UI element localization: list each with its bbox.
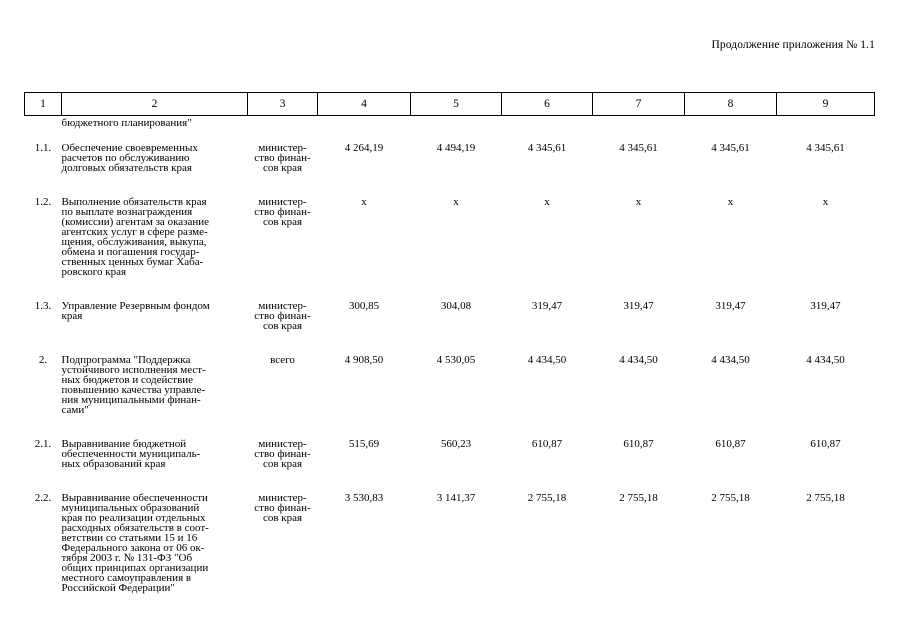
row-description <box>62 301 248 355</box>
value-col-9: 4 434,50 <box>806 354 845 366</box>
executor-line: министер- <box>258 196 307 208</box>
table-row <box>25 355 875 439</box>
row-description <box>62 143 248 197</box>
column-header-4: 4 <box>318 93 411 116</box>
executor-line: ство финан- <box>254 152 311 164</box>
column-header-8: 8 <box>685 93 777 116</box>
header-row <box>25 93 875 116</box>
description-line: агентских услуг в сфере разме- <box>61 226 208 238</box>
description-line: Обеспечение своевременных <box>61 142 198 154</box>
value-col-5: 560,23 <box>440 438 472 450</box>
table-row <box>25 493 875 617</box>
value-col-6: 4 345,61 <box>527 142 567 154</box>
executor-line: сов края <box>262 512 303 524</box>
continuation-text <box>62 116 248 144</box>
description-line: ных образований края <box>61 458 166 470</box>
column-header-5: 5 <box>411 93 502 116</box>
executor-line: ство финан- <box>254 310 311 322</box>
value-col-7: 610,87 <box>623 438 654 450</box>
value-col-6: 319,47 <box>531 300 563 312</box>
description-line: Выравнивание обеспеченности <box>61 492 208 504</box>
description-line: расчетов по обслуживанию <box>61 152 190 164</box>
description-line: обеспеченности муниципаль- <box>61 448 201 460</box>
description-line: Управление Резервным фондом <box>61 300 210 312</box>
value-col-4: x <box>361 196 367 208</box>
row-number: 2.1. <box>34 438 52 450</box>
description-line: повышению качества управле- <box>61 384 206 396</box>
description-line: ственных ценных бумаг Хаба- <box>61 256 204 268</box>
row-description <box>62 197 248 301</box>
table-row <box>25 143 875 197</box>
value-col-8: 4 345,61 <box>711 142 750 154</box>
description-line: Подпрограмма "Поддержка <box>61 354 191 366</box>
executor-line: сов края <box>262 216 303 228</box>
description-line: Федерального закона от 06 ок- <box>61 542 205 554</box>
executor-line: министер- <box>258 438 307 450</box>
executor-line: всего <box>270 354 295 366</box>
description-line: устойчивого исполнения мест- <box>61 364 206 376</box>
row-number: 1.3. <box>34 300 52 312</box>
value-col-4: 300,85 <box>348 300 380 312</box>
row-description <box>62 439 248 493</box>
value-col-5: 4 530,05 <box>436 354 476 366</box>
value-col-8: x <box>727 196 734 208</box>
value-col-9: 2 755,18 <box>806 492 845 504</box>
description-line: края <box>61 310 83 322</box>
row-number: 2.2. <box>34 492 52 504</box>
description-line: по выплате вознаграждения <box>61 206 193 218</box>
description-line: обмена и погашения государ- <box>61 246 200 258</box>
value-col-6: 610,87 <box>531 438 563 450</box>
column-header-9: 9 <box>777 93 875 116</box>
column-header-6: 6 <box>502 93 593 116</box>
value-col-8: 319,47 <box>715 300 746 312</box>
value-col-8: 610,87 <box>715 438 746 450</box>
value-col-8: 2 755,18 <box>711 492 750 504</box>
column-header-1: 1 <box>25 93 62 116</box>
row-number: 1.2. <box>34 196 52 208</box>
executor-line: министер- <box>258 142 307 154</box>
continuation-line: бюджетного планирования" <box>61 117 192 129</box>
value-col-7: 2 755,18 <box>619 492 658 504</box>
value-col-9: 610,87 <box>810 438 841 450</box>
description-line: Выравнивание бюджетной <box>61 438 187 450</box>
description-line: ных бюджетов и содействие <box>61 374 194 386</box>
row-number: 1.1. <box>34 142 52 154</box>
value-col-7: 4 345,61 <box>619 142 658 154</box>
description-line: Российской Федерации" <box>61 582 175 594</box>
description-line: тября 2003 г. № 131-ФЗ "Об <box>61 552 193 564</box>
column-header-2: 2 <box>62 93 248 116</box>
continuation-row <box>25 116 875 144</box>
value-col-9: 319,47 <box>810 300 841 312</box>
value-col-6: x <box>544 196 550 208</box>
executor-line: ство финан- <box>254 448 311 460</box>
executor-line: ство финан- <box>254 502 311 514</box>
row-executor <box>248 143 318 197</box>
column-header-3: 3 <box>248 93 318 116</box>
table-row <box>25 301 875 355</box>
description-line: ветствии со статьями 15 и 16 <box>61 532 198 544</box>
row-executor <box>248 439 318 493</box>
description-line: Выполнение обязательств края <box>61 196 207 208</box>
value-col-4: 3 530,83 <box>344 492 384 504</box>
row-executor <box>248 301 318 355</box>
table-row <box>25 197 875 301</box>
executor-line: сов края <box>262 320 303 332</box>
executor-line: министер- <box>258 492 307 504</box>
value-col-7: x <box>635 196 642 208</box>
row-number: 2. <box>38 354 48 366</box>
value-col-5: 3 141,37 <box>436 492 476 504</box>
description-line: сами" <box>61 404 89 416</box>
table-row <box>25 439 875 493</box>
executor-line: сов края <box>262 458 303 470</box>
value-col-4: 4 264,19 <box>344 142 384 154</box>
executor-line: сов края <box>262 162 303 174</box>
row-description <box>62 355 248 439</box>
value-col-4: 515,69 <box>348 438 380 450</box>
description-line: долговых обязательств края <box>61 162 192 174</box>
column-header-7: 7 <box>593 93 685 116</box>
executor-line: ство финан- <box>254 206 311 218</box>
appendix-continuation-note: Продолжение приложения № 1.1 <box>711 39 875 51</box>
value-col-6: 4 434,50 <box>527 354 567 366</box>
value-col-7: 4 434,50 <box>619 354 658 366</box>
description-line: ровского края <box>61 266 127 278</box>
row-executor <box>248 197 318 301</box>
value-col-9: x <box>822 196 829 208</box>
value-col-4: 4 908,50 <box>344 354 384 366</box>
description-line: общих принципах организации <box>61 562 209 574</box>
description-line: расходных обязательств в соот- <box>61 522 209 534</box>
executor-line: министер- <box>258 300 307 312</box>
row-executor <box>248 355 318 439</box>
description-line: муниципальных образований <box>61 502 200 514</box>
description-line: ния муниципальными финан- <box>61 394 201 406</box>
description-line: края по реализации отдельных <box>61 512 206 524</box>
description-line: (комиссии) агентам за оказание <box>61 216 210 228</box>
value-col-7: 319,47 <box>623 300 654 312</box>
table-body <box>25 116 875 618</box>
value-col-5: 304,08 <box>440 300 472 312</box>
row-executor <box>248 493 318 617</box>
description-line: местного самоуправления в <box>61 572 192 584</box>
value-col-9: 4 345,61 <box>806 142 845 154</box>
budget-table <box>24 92 875 617</box>
value-col-5: 4 494,19 <box>436 142 476 154</box>
value-col-6: 2 755,18 <box>527 492 567 504</box>
row-description <box>62 493 248 617</box>
value-col-8: 4 434,50 <box>711 354 750 366</box>
value-col-5: x <box>453 196 459 208</box>
description-line: щения, обслуживания, выкупа, <box>61 236 207 248</box>
